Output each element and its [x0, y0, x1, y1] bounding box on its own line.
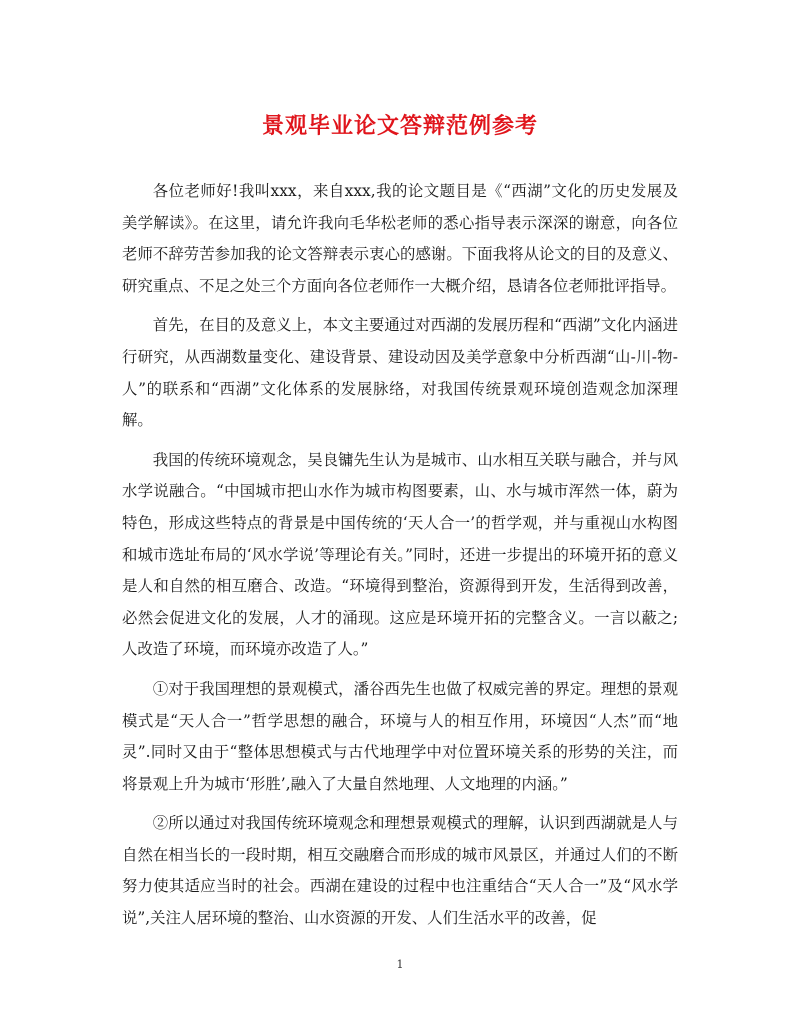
paragraph-ideal-landscape: ①对于我国理想的景观模式，潘谷西先生也做了权威完善的界定。理想的景观模式是“天人合一”哲学思想的融合，环境与人的相互作用，环境因“人杰”而“地灵”.同时又由于“整体思想模式与古代地理学中对位置环境关系的形势的关注，而将景观上升为城市‘形胜’,融入了大量自然地理、人文地理的内涵。”	[122, 679, 678, 793]
document-title: 景观毕业论文答辩范例参考	[261, 113, 538, 139]
paragraph-west-lake: ②所以通过对我国传统环境观念和理想景观模式的理解，认识到西湖就是人与自然在相当长的一段时期，相互交融磨合而形成的城市风景区，并通过人们的不断努力使其适应当时的社会。西湖在建设的过程中也注重结合“天人合一”及“风水学说”,关注人居环境的整治、山水资源的开发、人们生活水平的改善，促	[122, 814, 678, 928]
paragraph-intro: 各位老师好!我叫xxx，来自xxx,我的论文题目是《“西湖”文化的历史发展及美学解读》。在这里，请允许我向毛华松老师的悉心指导表示深深的谢意，向各位老师不辞劳苦参加我的论文答辩表示衷心的感谢。下面我将从论文的目的及意义、研究重点、不足之处三个方面向各位老师作一大概介绍，恳请各位老师批评指导。	[122, 182, 678, 295]
paragraph-purpose: 首先，在目的及意义上，本文主要通过对西湖的发展历程和“西湖”文化内涵进行研究，从西湖数量变化、建设背景、建设动因及美学意象中分析西湖“山-川-物-人”的联系和“西湖”文化体系的发展脉络，对我国传统景观环境创造观念加深理解。	[122, 316, 678, 430]
page-number: 1	[396, 958, 404, 971]
document-body	[122, 176, 678, 943]
paragraph-traditional-environment: 我国的传统环境观念，吴良镛先生认为是城市、山水相互关联与融合，并与风水学说融合。“中国城市把山水作为城市构图要素，山、水与城市浑然一体，蔚为特色，形成这些特点的背景是中国传统的‘天人合一’的哲学观，并与重视山水构图和城市选址布局的‘风水学说’等理论有关。”同时，还进一步提出的环境开拓的意义是人和自然的相互磨合、改造。“环境得到整治，资源得到开发，生活得到改善，必然会促进文化的发展，人才的涌现。这应是环境开拓的完整含义。一言以蔽之;人改造了环境，而环境亦改造了人。”	[122, 450, 678, 659]
